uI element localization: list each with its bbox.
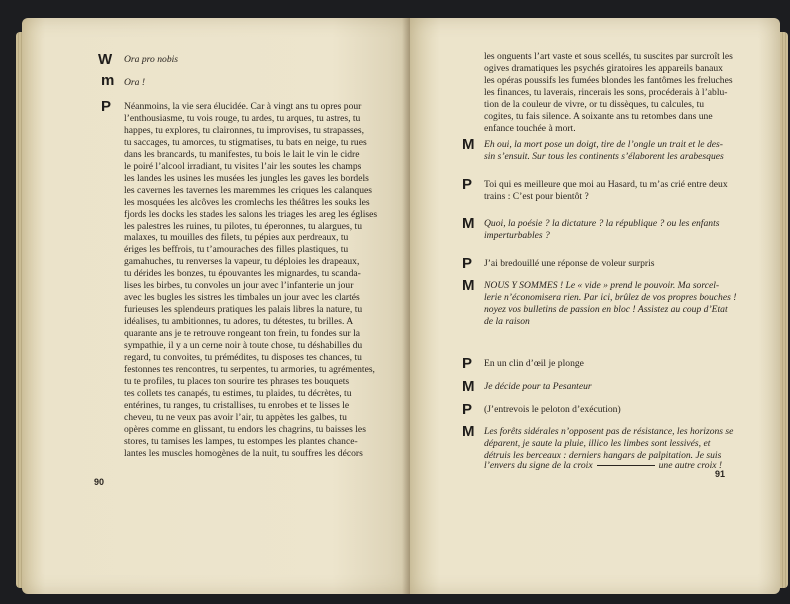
body-line: stores, tu tamises les lampes, tu estompes les plantes chance- xyxy=(124,435,358,447)
speaker-m-lower: m xyxy=(101,72,115,89)
exchange-text xyxy=(484,381,760,393)
header-line-1: Ora pro nobis xyxy=(124,54,179,65)
speaker-w: W xyxy=(98,51,113,68)
speaker-p-label: P xyxy=(462,255,473,272)
exchange-line: lerie n’économisera rien. Par ici, brûlez de vos propres bouches ! xyxy=(484,291,737,303)
body-line: opères comme en glissant, tu endors les chagrins, tu baisses les xyxy=(124,423,366,435)
exchange-line: sin s’ensuit. Sur tous les continents s’élaborent les arabesques xyxy=(484,150,724,162)
exchange-text xyxy=(484,426,760,462)
exchange-text xyxy=(484,404,760,416)
body-line: ériges les beffrois, tu t’amouraches des filles plastiques, tu xyxy=(124,244,349,256)
exchange-line: trains : C’est pour bientôt ? xyxy=(484,190,589,202)
body-line: les landes les usines les musées les jungles les gaves les bordels xyxy=(124,172,369,184)
body-line: ogives dramatiques les psychés giratoires les appareils banaux xyxy=(484,62,723,74)
body-line: les opéras poussifs les fumées blondes les fantômes les freluches xyxy=(484,74,733,86)
body-line: idéalises, tu ambitionnes, tu adores, tu détestes, tu brilles. A xyxy=(124,316,354,328)
left-page xyxy=(22,18,410,594)
exchange-text xyxy=(484,179,760,203)
speaker-m-label: M xyxy=(462,277,475,294)
body-line: dans les brancards, tu manifestes, tu bois le lait le vin le cidre xyxy=(124,148,360,160)
exchange-line: noyez vos bulletins de passion en bloc ! Assistez au coup d’Etat xyxy=(484,303,728,315)
em-dash-rule xyxy=(597,465,655,466)
page-number-right: 91 xyxy=(715,469,726,479)
body-line: cogites, tu fais silence. A soixante ans tu retombes dans une xyxy=(484,110,713,122)
body-line: cheveu, tu ne veux pas avoir l’air, tu appètes les galbes, tu xyxy=(124,411,347,423)
exchange-line: En un clin d’œil je plonge xyxy=(484,358,584,369)
body-line: furieuses les splendeurs pratiques les palais libres la nature, tu xyxy=(124,304,363,316)
exchange-line: J’ai bredouillé une réponse de voleur surpris xyxy=(484,258,655,269)
speaker-m-label: M xyxy=(462,136,475,153)
speaker-p-label: P xyxy=(462,401,473,418)
body-line: sympathie, il y a un cerne noir à toute chose, tu déshabilles du xyxy=(124,340,363,352)
body-line: les mosquées les alcôves les cromlechs les théâtres les souks les xyxy=(124,196,370,208)
right-top-text xyxy=(484,51,760,135)
exchange-text xyxy=(484,358,760,370)
exchange-line: NOUS Y SOMMES ! Le « vide » prend le pouvoir. Ma sorcel- xyxy=(484,280,720,291)
exchange-line: déparent, je saute la pluie, illico les limbes sont lessivés, et xyxy=(484,437,711,449)
body-line: fjords les docks les stades les salons les triages les areg les églises xyxy=(124,208,378,220)
body-line: lantes les muscles homogènes de la nuit, tu souffres les décors xyxy=(124,447,363,459)
body-line: lises les birbes, tu convoles un jour avec l’infanterie un jour xyxy=(124,280,354,292)
speaker-m-label: M xyxy=(462,215,475,232)
left-body-text xyxy=(124,101,394,460)
body-line: entérines, tu ranges, tu cristallises, tu enrobes et te lisses le xyxy=(124,399,350,411)
speaker-p-label: P xyxy=(462,355,473,372)
speaker-p-label: P xyxy=(462,176,473,193)
exchange-line: Quoi, la poésie ? la dictature ? la république ? ou les enfants xyxy=(484,218,720,229)
exchange-text xyxy=(484,218,760,242)
body-line: tu te profiles, tu places ton sourire tes phrases tes bouquets xyxy=(124,375,350,387)
body-line: regard, tu convoites, tu prémédites, tu disposes tes chances, tu xyxy=(124,352,362,364)
body-line: enfance touchée à mort. xyxy=(484,122,576,134)
exchange-line: Les forêts sidérales n’opposent pas de résistance, les horizons se xyxy=(484,426,734,437)
body-line: malaxes, tu mouilles des filets, tu pépies aux perdreaux, tu xyxy=(124,232,349,244)
body-line: les onguents l’art vaste et sous scellés, tu suscites par surcroît les xyxy=(484,51,733,62)
body-line: les cavernes les tavernes les maremmes les criques les calanques xyxy=(124,184,373,196)
body-line: happes, tu explores, tu claironnes, tu improvises, tu strapasses, xyxy=(124,124,365,136)
body-line: Néanmoins, la vie sera élucidée. Car à vingt ans tu opres pour xyxy=(124,101,362,112)
exchange-text xyxy=(484,258,760,270)
body-line: festonnes tes rencontres, tu serpentes, tu armories, tu agrémentes, xyxy=(124,363,375,375)
body-line: les finances, tu laverais, rincerais les sons, procéderais à l’ablu- xyxy=(484,86,728,98)
exchange-line: Eh oui, la mort pose un doigt, tire de l’ongle un trait et le des- xyxy=(484,139,723,150)
exchange-line: Je décide pour ta Pesanteur xyxy=(484,381,592,392)
exchange-line: (J’entrevois le peloton d’exécution) xyxy=(484,404,621,415)
final-line-start: l’envers du signe de la croix xyxy=(484,460,593,471)
exchange-line: imperturbables ? xyxy=(484,229,550,241)
exchange-text xyxy=(484,139,760,163)
body-line: avec les bugles les sistres les timbales un jour avec les clartés xyxy=(124,292,360,304)
body-line: l’enthousiasme, tu vois rouge, tu ardes, tu arques, tu astres, tu xyxy=(124,112,361,124)
speaker-m-label: M xyxy=(462,423,475,440)
body-line: gamahuches, tu renverses la vapeur, tu déploies les drapeaux, xyxy=(124,256,360,268)
header-line-2: Ora ! xyxy=(124,77,146,88)
body-line: tion de la couleur de vivre, or tu dissèques, tu calcules, tu xyxy=(484,98,705,110)
body-line: quarante ans je te retrouve rongeant ton frein, tu fondes sur la xyxy=(124,328,361,340)
exchange-line: de la raison xyxy=(484,315,530,327)
body-line: les palestres les ruines, tu pilotes, tu éperonnes, tu alargues, tu xyxy=(124,220,363,232)
speaker-p: P xyxy=(101,98,112,115)
body-line: le poiré l’alcool irradiant, tu visites l’air les soutes les champs xyxy=(124,160,362,172)
right-page xyxy=(410,18,780,594)
body-line: tes collets tes canapés, tu estimes, tu plaides, tu décrètes, tu xyxy=(124,387,352,399)
body-line: tu saccages, tu amorces, tu stigmatises, tu bats en neige, tu rues xyxy=(124,136,367,148)
exchange-text xyxy=(484,280,760,328)
body-line: tu dérides les bonzes, tu épouvantes les mignardes, tu scanda- xyxy=(124,268,361,280)
open-book xyxy=(22,18,780,594)
final-line-end: une autre croix ! xyxy=(658,460,723,471)
speaker-m-label: M xyxy=(462,378,475,395)
exchange-line: détruis les berceaux : derniers hangars de palpitation. Je suis xyxy=(484,449,722,461)
page-number-left: 90 xyxy=(94,477,105,487)
exchange-line: Toi qui es meilleure que moi au Hasard, tu m’as crié entre deux xyxy=(484,179,728,190)
